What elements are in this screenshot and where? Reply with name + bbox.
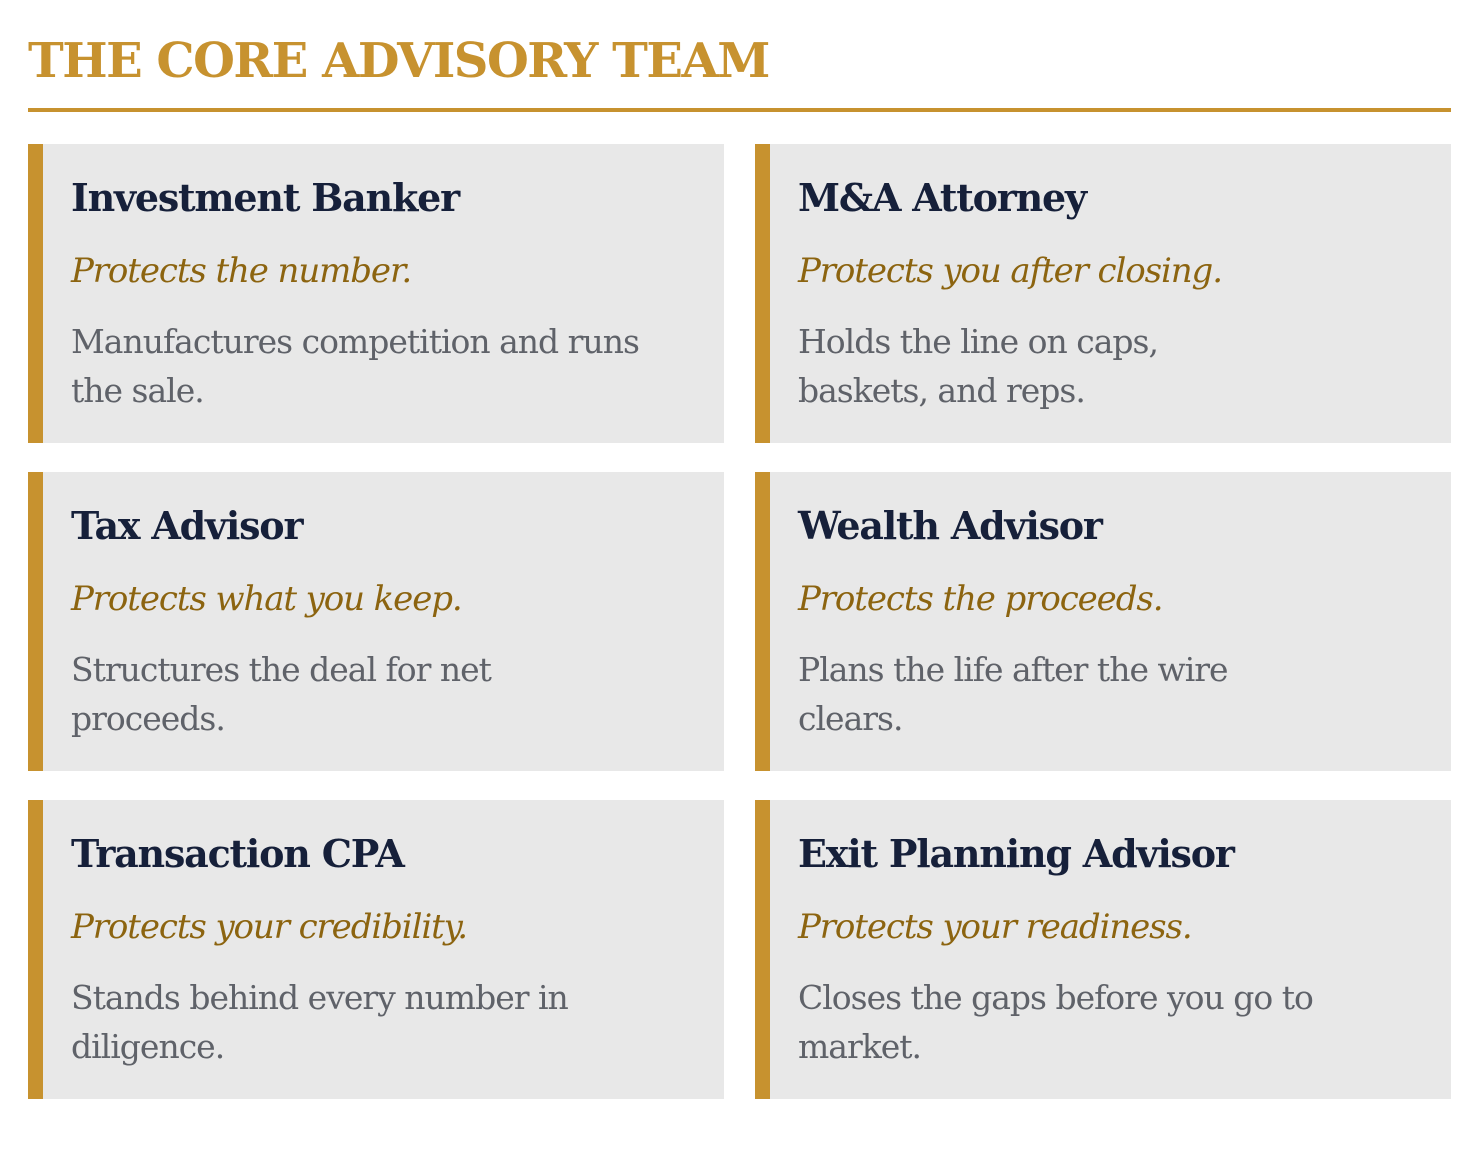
advisor-card-description: Holds the line on caps, baskets, and reps. xyxy=(798,322,1158,410)
advisor-card-exit-planning-advisor xyxy=(755,800,1451,1099)
advisor-card-tagline: Protects what you keep. xyxy=(71,579,462,619)
advisor-card-description: Structures the deal for net proceeds. xyxy=(71,650,491,738)
advisor-card-description: Closes the gaps before you go to market. xyxy=(798,978,1313,1066)
advisor-card-title: Tax Advisor xyxy=(71,503,303,548)
advisor-card-grid xyxy=(28,144,1451,1099)
advisor-card-transaction-cpa xyxy=(28,800,724,1099)
advisor-card-tagline: Protects your credibility. xyxy=(71,907,467,947)
advisor-card-tagline: Protects you after closing. xyxy=(798,251,1222,291)
advisor-card-tagline: Protects your readiness. xyxy=(798,907,1192,947)
page-title: THE CORE ADVISORY TEAM xyxy=(28,33,769,89)
advisor-card-tagline: Protects the number. xyxy=(71,251,412,291)
advisor-card-investment-banker xyxy=(28,144,724,443)
advisor-card-title: M&A Attorney xyxy=(798,175,1086,220)
advisor-card-title: Investment Banker xyxy=(71,175,459,220)
advisor-card-wealth-advisor xyxy=(755,472,1451,771)
advisor-card-tagline: Protects the proceeds. xyxy=(798,579,1163,619)
advisor-card-ma-attorney xyxy=(755,144,1451,443)
advisor-card-description: Manufactures competition and runs the sale. xyxy=(71,322,639,410)
advisor-card-description: Stands behind every number in diligence. xyxy=(71,978,568,1066)
advisor-card-title: Wealth Advisor xyxy=(798,503,1102,548)
advisor-card-description: Plans the life after the wire clears. xyxy=(798,650,1228,738)
advisor-card-tax-advisor xyxy=(28,472,724,771)
advisor-card-title: Exit Planning Advisor xyxy=(798,831,1234,876)
advisor-card-title: Transaction CPA xyxy=(71,831,404,876)
title-divider xyxy=(28,108,1451,112)
